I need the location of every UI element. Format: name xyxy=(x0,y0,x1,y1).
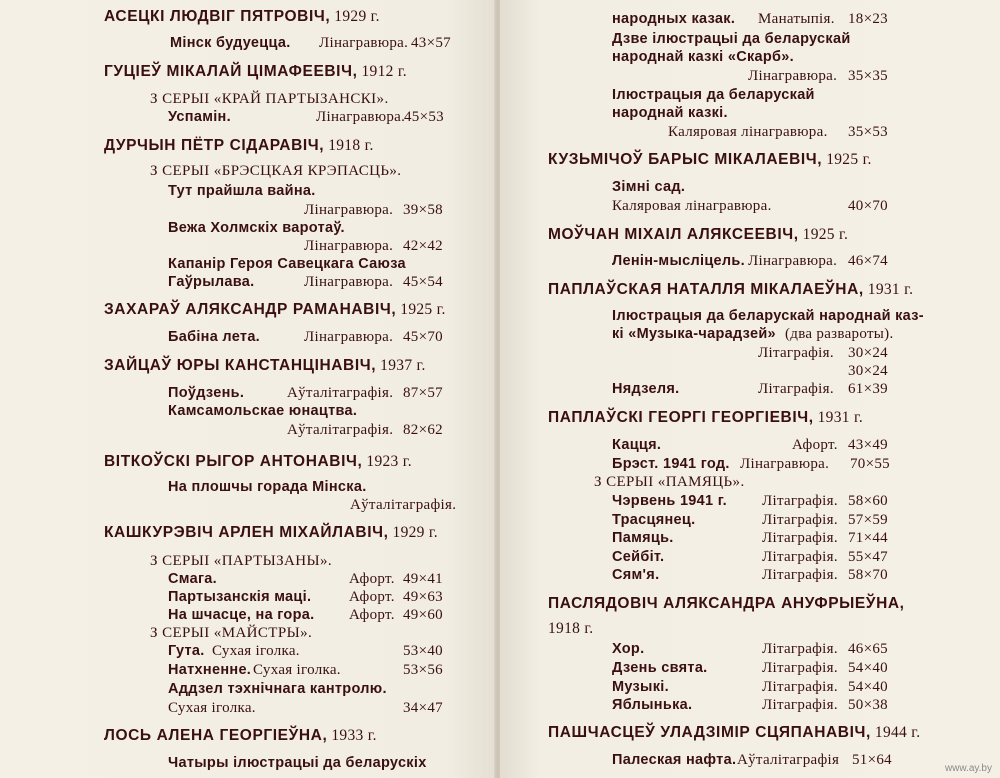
work-technique: Літаграфія. xyxy=(762,660,838,676)
artist-year: 1918 г. xyxy=(548,620,594,637)
work-title: На шчасце, на гора. xyxy=(168,607,315,623)
work-size: 45×70 xyxy=(403,329,443,345)
work-technique: Аўталітаграфія. xyxy=(287,422,394,438)
work-size: 70×55 xyxy=(850,456,890,472)
work-title: Мінск будуецца. xyxy=(170,35,291,51)
work-technique: Лінагравюра. xyxy=(304,238,394,254)
work-title: Дзень свята. xyxy=(612,660,708,676)
work-title: Вежа Холмскіх варотаў. xyxy=(168,220,345,236)
work-size: 57×59 xyxy=(848,512,888,528)
work-title: Бабіна лета. xyxy=(168,329,261,345)
work-title: кі «Музыка-чарадзей» xyxy=(612,326,776,342)
artist-heading: КАШКУРЭВІЧ АРЛЕН МІХАЙЛАВІЧ, 1929 г. xyxy=(104,524,438,541)
artist-heading: ЛОСЬ АЛЕНА ГЕОРГІЕЎНА, 1933 г. xyxy=(104,727,377,744)
work-title: Сейбіт. xyxy=(612,549,665,565)
work-title: Брэст. 1941 год. xyxy=(612,456,730,472)
work-size: 46×74 xyxy=(848,253,888,269)
watermark: www.ay.by xyxy=(944,763,992,774)
work-size: 46×65 xyxy=(848,641,888,657)
work-title: Палеская нафта. xyxy=(612,752,737,768)
work-size: 49×63 xyxy=(403,589,443,605)
work-title: Партызанскія маці. xyxy=(168,589,312,605)
series-label: З СЕРЫІ «ПАРТЫЗАНЫ». xyxy=(150,553,333,569)
work-title: Дзве ілюстрацыі да беларускай xyxy=(612,31,851,47)
work-size: 18×23 xyxy=(848,11,888,27)
work-size: 45×53 xyxy=(404,109,444,125)
work-technique: Літаграфія. xyxy=(758,381,834,397)
work-size: 54×40 xyxy=(848,679,888,695)
work-size: 42×42 xyxy=(403,238,443,254)
series-label: З СЕРЫІ «КРАЙ ПАРТЫЗАНСКІ». xyxy=(150,91,389,107)
work-size: 30×24 xyxy=(848,345,888,361)
left-page xyxy=(0,0,496,778)
work-technique: Літаграфія. xyxy=(758,345,834,361)
right-page xyxy=(500,0,1000,778)
work-note: (два развароты). xyxy=(785,326,894,342)
work-size: 51×64 xyxy=(852,752,892,768)
work-title: Поўдзень. xyxy=(168,385,245,401)
work-title: На плошчы горада Мінска. xyxy=(168,479,367,495)
artist-heading: МОЎЧАН МІХАІЛ АЛЯКСЕЕВІЧ, 1925 г. xyxy=(548,226,849,243)
work-title: Нядзеля. xyxy=(612,381,680,397)
work-title: Зімні сад. xyxy=(612,179,686,195)
work-title: Кацця. xyxy=(612,437,662,453)
work-technique: Лінагравюра. xyxy=(304,274,394,290)
artist-heading: ПАПЛАЎСКІ ГЕОРГІ ГЕОРГІЕВІЧ, 1931 г. xyxy=(548,409,864,426)
artist-heading: ВІТКОЎСКІ РЫГОР АНТОНАВІЧ, 1923 г. xyxy=(104,453,412,470)
work-technique: Лінагравюра. xyxy=(316,109,406,125)
work-title: Ілюстрацыя да беларускай xyxy=(612,87,815,103)
work-technique: Лінагравюра. xyxy=(304,329,394,345)
work-title: Чатыры ілюстрацыі да беларускіх xyxy=(168,755,427,771)
work-technique: Сухая іголка. xyxy=(253,662,341,678)
work-title: Капанір Героя Савецкага Саюза xyxy=(168,256,406,272)
work-size: 40×70 xyxy=(848,198,888,214)
work-technique: Афорт. xyxy=(349,571,395,587)
series-label: З СЕРЫІ «ПАМЯЦЬ». xyxy=(594,474,745,490)
work-size: 45×54 xyxy=(403,274,443,290)
work-size: 55×47 xyxy=(848,549,888,565)
work-technique: Літаграфія. xyxy=(762,512,838,528)
artist-heading: ПАПЛАЎСКАЯ НАТАЛЛЯ МІКАЛАЕЎНА, 1931 г. xyxy=(548,281,914,298)
work-title: народных казак. xyxy=(612,11,736,27)
artist-heading: АСЕЦКІ ЛЮДВІГ ПЯТРОВІЧ, 1929 г. xyxy=(104,8,380,25)
work-size: 71×44 xyxy=(848,530,888,546)
work-title: Тут прайшла вайна. xyxy=(168,183,316,199)
work-technique: Літаграфія. xyxy=(762,697,838,713)
artist-heading: ПАСЛЯДОВІЧ АЛЯКСАНДРА АНУФРЫЕЎНА, xyxy=(548,595,905,612)
work-title: Смага. xyxy=(168,571,218,587)
work-size: 49×41 xyxy=(403,571,443,587)
work-size: 82×62 xyxy=(403,422,443,438)
work-title: Камсамольскае юнацтва. xyxy=(168,403,358,419)
work-title: Успамін. xyxy=(168,109,231,125)
work-size: 49×60 xyxy=(403,607,443,623)
work-technique: Афорт. xyxy=(792,437,838,453)
work-title: Яблынька. xyxy=(612,697,693,713)
work-technique: Аўталітаграфія. xyxy=(287,385,394,401)
work-title: Гаўрылава. xyxy=(168,274,255,290)
work-technique: Манатыпія. xyxy=(758,11,835,27)
work-technique: Афорт. xyxy=(349,607,395,623)
work-technique: Сухая іголка. xyxy=(212,643,300,659)
work-size: 87×57 xyxy=(403,385,443,401)
work-technique: Лінагравюра. xyxy=(748,68,838,84)
work-technique: Каляровая лінагравюра. xyxy=(612,198,772,214)
work-technique: Лінагравюра. xyxy=(319,35,409,51)
work-technique: Літаграфія. xyxy=(762,567,838,583)
work-title: Сям'я. xyxy=(612,567,660,583)
work-technique: Лінагравюра. xyxy=(740,456,830,472)
series-label: З СЕРЫІ «МАЙСТРЫ». xyxy=(150,625,313,641)
work-title: Памяць. xyxy=(612,530,674,546)
work-technique: Літаграфія. xyxy=(762,530,838,546)
work-technique: Літаграфія. xyxy=(762,549,838,565)
artist-heading: ЗАХАРАЎ АЛЯКСАНДР РАМАНАВІЧ, 1925 г. xyxy=(104,301,446,318)
work-title: Натхненне. xyxy=(168,662,252,678)
work-title: Аддзел тэхнічнага кантролю. xyxy=(168,681,387,697)
artist-heading: ЗАЙЦАЎ ЮРЫ КАНСТАНЦІНАВІЧ, 1937 г. xyxy=(104,357,426,374)
work-size: 34×47 xyxy=(403,700,443,716)
work-size: 39×58 xyxy=(403,202,443,218)
work-technique: Аўталітаграфія. xyxy=(350,497,457,513)
work-size: 61×39 xyxy=(848,381,888,397)
work-technique: Каляровая лінагравюра. xyxy=(668,124,828,140)
work-title: народнай казкі. xyxy=(612,105,728,121)
work-title: Чэрвень 1941 г. xyxy=(612,493,727,509)
artist-heading: ГУЦІЕЎ МІКАЛАЙ ЦІМАФЕЕВІЧ, 1912 г. xyxy=(104,63,407,80)
work-title: Музыкі. xyxy=(612,679,669,695)
work-technique: Лінагравюра. xyxy=(304,202,394,218)
work-technique: Сухая іголка. xyxy=(168,700,256,716)
work-size: 30×24 xyxy=(848,363,888,379)
work-size: 50×38 xyxy=(848,697,888,713)
artist-heading: КУЗЬМІЧОЎ БАРЫС МІКАЛАЕВІЧ, 1925 г. xyxy=(548,151,872,168)
work-technique: Літаграфія. xyxy=(762,493,838,509)
artist-heading: ПАШЧАСЦЕЎ УЛАДЗІМІР СЦЯПАНАВІЧ, 1944 г. xyxy=(548,724,921,741)
work-size: 53×40 xyxy=(403,643,443,659)
work-technique: Афорт. xyxy=(349,589,395,605)
work-size: 54×40 xyxy=(848,660,888,676)
work-technique: Літаграфія. xyxy=(762,679,838,695)
artist-heading: ДУРЧЫН ПЁТР СІДАРАВІЧ, 1918 г. xyxy=(104,137,374,154)
work-title: народнай казкі «Скарб». xyxy=(612,49,794,65)
work-title: Ілюстрацыя да беларускай народнай каз- xyxy=(612,308,924,324)
work-technique: Лінагравюра. xyxy=(748,253,838,269)
work-size: 53×56 xyxy=(403,662,443,678)
work-size: 58×70 xyxy=(848,567,888,583)
work-technique: Літаграфія. xyxy=(762,641,838,657)
work-technique: Аўталітаграфія xyxy=(737,752,840,768)
series-label: З СЕРЫІ «БРЭСЦКАЯ КРЭПАСЦЬ». xyxy=(150,163,402,179)
work-title: Трасцянец. xyxy=(612,512,696,528)
work-size: 43×57 xyxy=(411,35,451,51)
work-title: Ленін-мысліцель. xyxy=(612,253,745,269)
work-size: 35×35 xyxy=(848,68,888,84)
work-size: 43×49 xyxy=(848,437,888,453)
work-size: 58×60 xyxy=(848,493,888,509)
work-title: Хор. xyxy=(612,641,645,657)
work-title: Гута. xyxy=(168,643,205,659)
work-size: 35×53 xyxy=(848,124,888,140)
